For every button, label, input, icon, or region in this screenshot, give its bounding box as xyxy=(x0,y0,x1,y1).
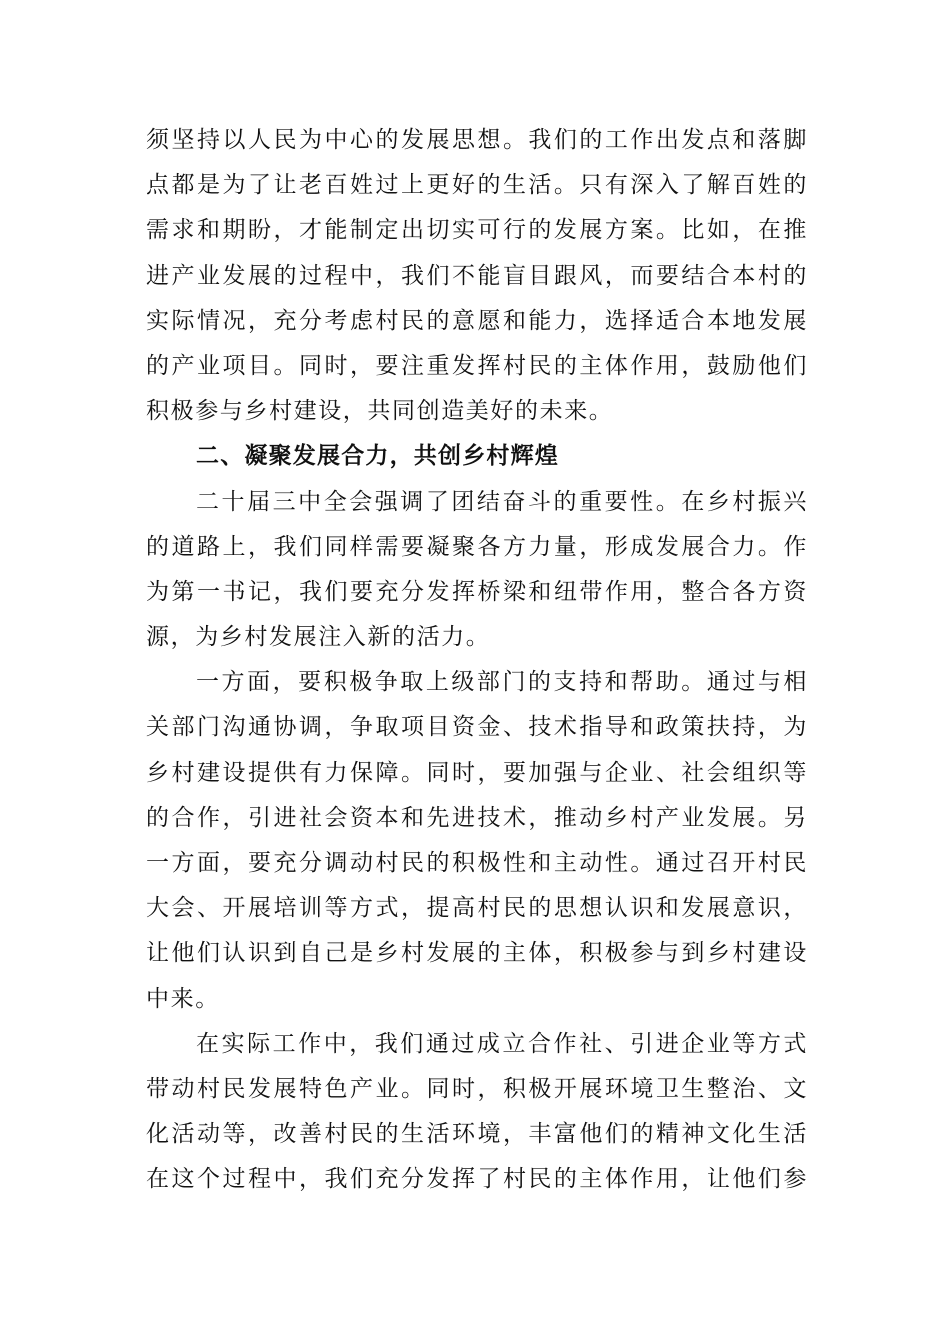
text-line: 二十届三中全会强调了团结奋斗的重要性。在乡村振兴 xyxy=(196,488,808,515)
text-line: 在实际工作中，我们通过成立合作社、引进企业等方式 xyxy=(196,1030,808,1057)
text-line: 需求和期盼，才能制定出切实可行的发展方案。比如，在推 xyxy=(146,217,808,244)
document-body xyxy=(146,118,808,1203)
text-line: 大会、开展培训等方式，提高村民的思想认识和发展意识， xyxy=(146,895,808,922)
text-line: 点都是为了让老百姓过上更好的生活。只有深入了解百姓的 xyxy=(146,172,808,199)
text-line: 中来。 xyxy=(146,985,220,1012)
text-line: 乡村建设提供有力保障。同时，要加强与企业、社会组织等 xyxy=(146,759,808,786)
text-line: 的合作，引进社会资本和先进技术，推动乡村产业发展。另 xyxy=(146,804,808,831)
text-line: 一方面，要充分调动村民的积极性和主动性。通过召开村民 xyxy=(146,850,808,876)
text-line: 化活动等，改善村民的生活环境，丰富他们的精神文化生活 xyxy=(146,1121,808,1148)
text-line: 为第一书记，我们要充分发挥桥梁和纽带作用，整合各方资 xyxy=(146,578,808,605)
text-line: 关部门沟通协调，争取项目资金、技术指导和政策扶持，为 xyxy=(146,714,808,741)
text-line: 的产业项目。同时，要注重发挥村民的主体作用，鼓励他们 xyxy=(146,352,808,379)
text-line: 一方面，要积极争取上级部门的支持和帮助。通过与相 xyxy=(196,669,808,696)
text-line: 源，为乡村发展注入新的活力。 xyxy=(146,624,491,651)
text-line: 须坚持以人民为中心的发展思想。我们的工作出发点和落脚 xyxy=(146,127,808,153)
text-line: 进产业发展的过程中，我们不能盲目跟风，而要结合本村的 xyxy=(146,262,808,289)
text-line: 积极参与乡村建设，共同创造美好的未来。 xyxy=(146,398,614,425)
text-line: 的道路上，我们同样需要凝聚各方力量，形成发展合力。作 xyxy=(146,533,808,560)
section-heading: 二、凝聚发展合力，共创乡村辉煌 xyxy=(196,443,559,470)
text-line: 带动村民发展特色产业。同时，积极开展环境卫生整治、文 xyxy=(146,1075,808,1102)
text-line: 在这个过程中，我们充分发挥了村民的主体作用，让他们参 xyxy=(146,1166,808,1193)
text-line: 让他们认识到自己是乡村发展的主体，积极参与到乡村建设 xyxy=(146,940,808,967)
text-line: 实际情况，充分考虑村民的意愿和能力，选择适合本地发展 xyxy=(146,307,808,334)
